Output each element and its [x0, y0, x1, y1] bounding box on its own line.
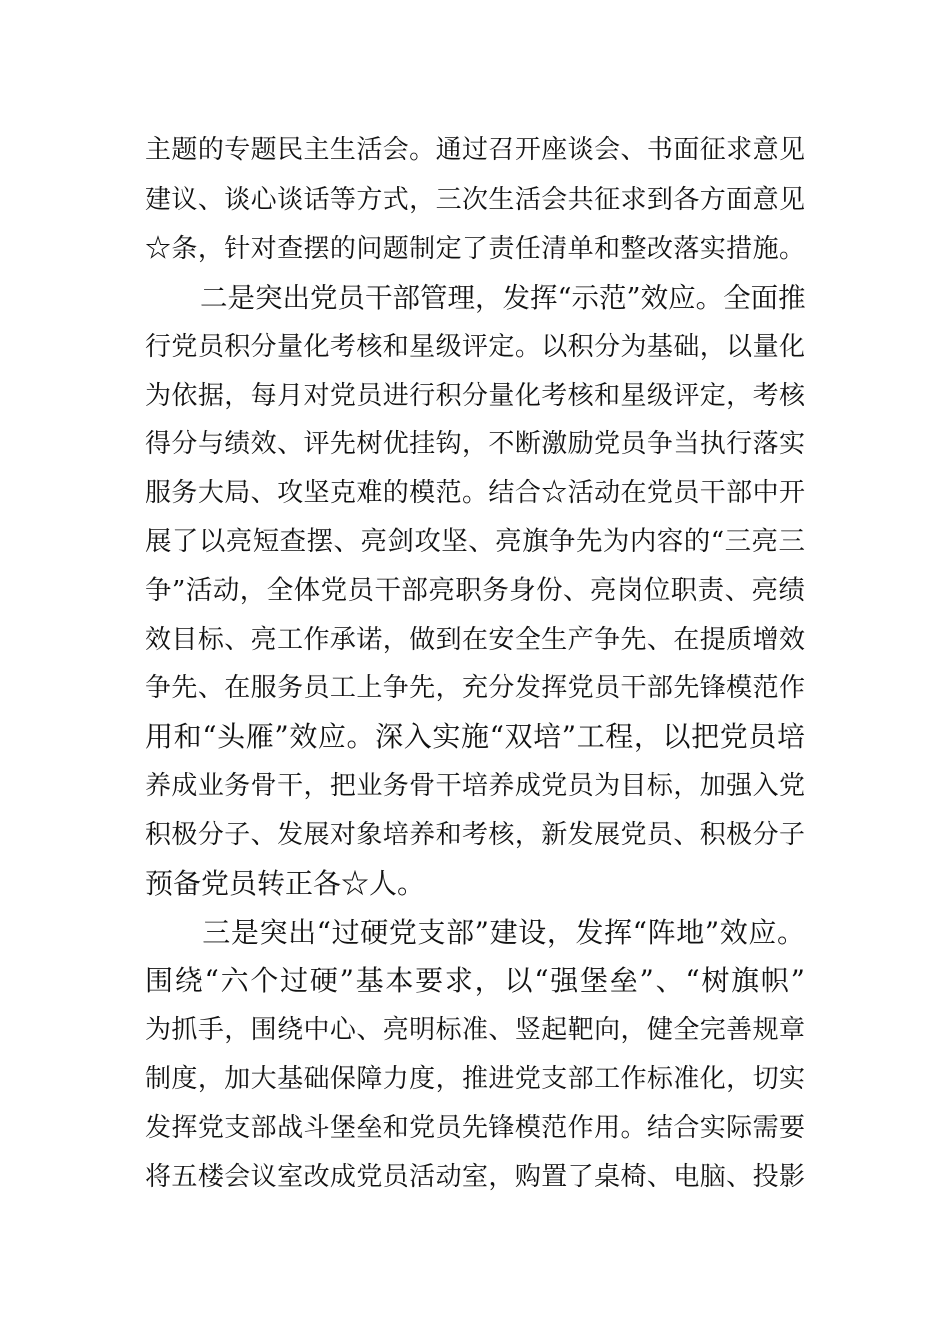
- text-line: 为抓手，围绕中心、亮明标准、竖起靶向，健全完善规章: [145, 1015, 805, 1045]
- text-line: 二是突出党员干部管理，发挥“示范”效应。全面推: [145, 282, 806, 314]
- text-line: 主题的专题民主生活会。通过召开座谈会、书面征求意见: [145, 135, 805, 165]
- text-line: 展了以亮短查摆、亮剑攻坚、亮旗争先为内容的“三亮三: [145, 526, 805, 557]
- text-line: 围绕“六个过硬”基本要求，以“强堡垒”、“树旗帜”: [145, 964, 805, 997]
- text-line: 制度，加大基础保障力度，推进党支部工作标准化，切实: [145, 1064, 805, 1094]
- text-line: 效目标、亮工作承诺，做到在安全生产争先、在提质增效: [145, 625, 805, 655]
- text-line: 得分与绩效、评先树优挂钩，不断激励党员争当执行落实: [145, 429, 805, 459]
- text-line: 三是突出“过硬党支部”建设，发挥“阵地”效应。: [145, 916, 805, 949]
- text-line: 建议、谈心谈话等方式，三次生活会共征求到各方面意见: [145, 185, 805, 215]
- text-line: 将五楼会议室改成党员活动室，购置了桌椅、电脑、投影: [145, 1162, 805, 1192]
- text-line: 发挥党支部战斗堡垒和党员先锋模范作用。结合实际需要: [145, 1113, 805, 1143]
- text-line: 争先、在服务员工上争先，充分发挥党员干部先锋模范作: [145, 673, 805, 703]
- text-line: 为依据，每月对党员进行积分量化考核和星级评定，考核: [145, 381, 805, 411]
- text-line: 积极分子、发展对象培养和考核，新发展党员、积极分子: [145, 820, 805, 850]
- text-line: 争”活动，全体党员干部亮职务身份、亮岗位职责、亮绩: [145, 575, 805, 606]
- text-line: 预备党员转正各☆人。: [145, 867, 426, 900]
- text-line: 用和“头雁”效应。深入实施“双培”工程，以把党员培: [145, 720, 805, 753]
- text-line: 服务大局、攻坚克难的模范。结合☆活动在党员干部中开: [145, 478, 805, 508]
- text-line: 养成业务骨干，把业务骨干培养成党员为目标，加强入党: [145, 771, 805, 801]
- text-line: ☆条，针对查摆的问题制定了责任清单和整改落实措施。: [145, 234, 805, 264]
- text-line: 行党员积分量化考核和星级评定。以积分为基础，以量化: [145, 332, 805, 362]
